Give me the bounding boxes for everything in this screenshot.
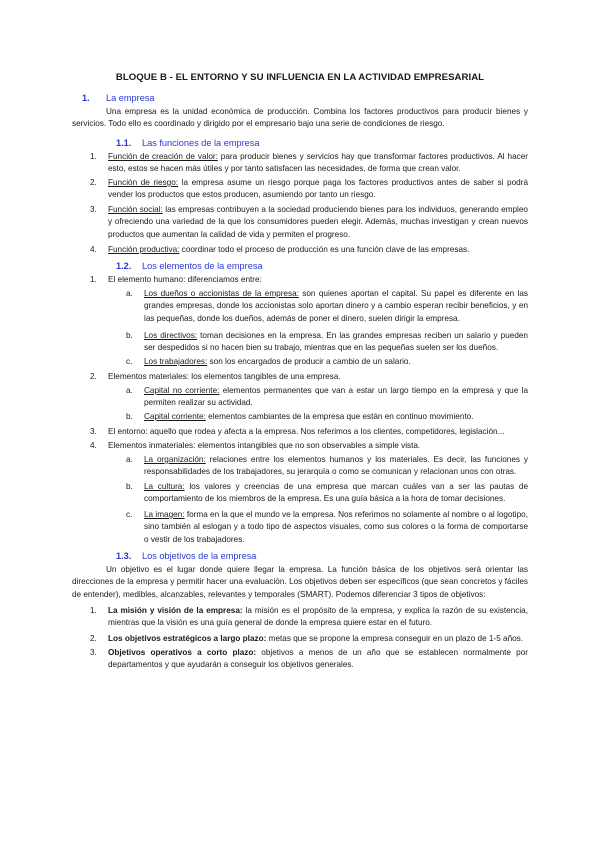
sub-list-item [126,411,528,423]
term: Función de riesgo: [108,178,179,187]
list-text: objetivos a menos de un año que se establecen normalmente por departamentos y que ayudarán a conseguir los objetivos generales. [108,648,528,670]
term: Los objetivos estratégicos a largo plazo: [108,634,267,643]
list-letter: b. [126,412,133,421]
list-text: El entorno: aquello que rodea y afecta a la empresa. Nos referimos a los clientes, competidores, legislación... [108,427,505,436]
list-number: 4. [90,245,97,254]
list-number: 3. [90,648,97,657]
list-text: la empresa asume un riesgo porque paga los factores productivos antes de saber si podrá vender los productos que estos producen, asumiendo por tanto un riesgo. [108,178,529,200]
list-letter: c. [126,510,133,519]
list-number: 1. [90,606,97,615]
list-text: son los encargados de producir a cambio de un salario. [207,357,411,366]
list-text: la misión es el propósito de la empresa, y explica la razón de su existencia, mientras que la visión es una guía general de donde la empresa quiere estar en el futuro. [108,606,529,628]
sub-list-item [126,509,528,546]
section-heading-1 [82,92,155,104]
section-number: 1.2. [116,261,132,271]
list-number: 3. [90,205,97,214]
list-number: 4. [90,441,97,450]
list-item [90,440,528,452]
term: La organización: [144,455,206,464]
list-text: coordinar todo el proceso de producción es una función clave de las empresas. [179,245,470,254]
list-letter: b. [126,482,133,491]
term: Objetivos operativos a corto plazo: [108,648,257,657]
section-label: Las funciones de la empresa [142,138,260,148]
list-text: los valores y creencias de una empresa que marcan cuáles van a ser las pautas de comportamiento de los miembros de la empresa. Es una guía básica a la hora de tomar decisiones. [144,482,528,504]
term: Los dueños o accionistas de la empresa: [144,289,299,298]
list-letter: a. [126,386,133,395]
sub-list-item [126,385,528,410]
list-text: forma en la que el mundo ve la empresa. Nos referimos no solamente al nombre o al logotipo, sino también al eslogan y a todo tipo de aspectos visuales, como sus colores o la forma de comportarse o vestir de los trabajadores. [144,510,528,544]
list-text: toman decisiones en la empresa. En las grandes empresas reciben un salario y pueden ser despedidos si no hacen bien su trabajo, mientras que en las pequeñas suelen ser los dueños. [144,331,528,353]
list-text: Elementos inmateriales: elementos intangibles que no son observables a simple vista. [108,441,421,450]
term: Función de creación de valor: [108,152,218,161]
list-number: 2. [90,634,97,643]
term: Capital corriente: [144,412,206,421]
list-letter: a. [126,455,133,464]
paragraph: Una empresa es la unidad económica de producción. Combina los factores productivos para producir bienes y servicios. Todo ello es coordinado y dirigido por el empresario bajo una serie de condiciones de riesgo. [72,107,528,129]
list-item [90,647,528,672]
list-number: 3. [90,427,97,436]
list-item [90,244,528,256]
section-heading-1-1 [116,137,259,149]
list-text: metas que se propone la empresa conseguir en un plazo de 1-5 años. [266,634,524,643]
section-heading-1-3 [116,550,256,562]
list-letter: c. [126,357,133,366]
sub-list-item [126,481,528,506]
list-item [90,426,528,438]
list-item [90,274,528,286]
section-number: 1.1. [116,138,132,148]
list-text: para producir bienes y servicios hay que transformar factores productivos. Al hacer esto, estos se hacen más útiles y por tanto satisfacen las necesidades, de forma que crean valor. [108,152,528,174]
section-label: Los elementos de la empresa [142,261,263,271]
paragraph: Un objetivo es el lugar donde quiere llegar la empresa. La función básica de los objetivos será orientar las direcciones de la empresa y permitir hacer una evaluación. Los objetivos deben ser específicos (que sean concretos y fáciles de entender), medibles, alcanzables, relevantes y temporales (SMART). Podemos diferenciar 3 tipos de objetivos: [72,565,528,599]
list-number: 2. [90,372,97,381]
list-item [90,204,528,241]
section-label: La empresa [106,93,155,103]
list-text: elementos permanentes que van a estar un largo tiempo en la empresa y que la permiten realizar su actividad. [144,386,528,408]
sub-list-item [126,356,528,368]
list-item [90,605,529,630]
list-item [90,633,528,645]
list-letter: a. [126,289,133,298]
list-text: las empresas contribuyen a la sociedad produciendo bienes para los individuos, generando empleo y ofreciendo una variedad de la que los consumidores pueden elegir. Además, muchas investigan y crean nuevos productos que aumentan la calidad de vida y permiten el progreso. [108,205,528,239]
term: Los trabajadores: [144,357,208,366]
list-item [90,151,528,176]
section-number: 1.3. [116,551,132,561]
term: La misión y visión de la empresa: [108,606,243,615]
list-text: Elementos materiales: los elementos tangibles de una empresa. [108,372,341,381]
list-number: 1. [90,275,97,284]
list-text: El elemento humano: diferenciamos entre: [108,275,262,284]
section-number: 1. [82,93,90,103]
term: La imagen: [144,510,185,519]
list-text: relaciones entre los elementos humanos y los materiales. Es decir, las funciones y responsabilidades de los trabajadores, su jerarquía o como se comunican y relacionan unos con otras. [144,455,528,477]
term: Capital no corriente: [144,386,220,395]
section-label: Los objetivos de la empresa [142,551,257,561]
section-heading-1-2 [116,260,263,272]
page-title: BLOQUE B - EL ENTORNO Y SU INFLUENCIA EN LA ACTIVIDAD EMPRESARIAL [115,72,485,83]
term: Función social: [108,205,163,214]
sub-list-item [126,330,528,355]
list-text: son quienes aportan el capital. Su papel es diferente en las grandes empresas, donde los accionistas solo aportan dinero y a cambio esperan recibir beneficios, y en las pequeñas, donde los dueños, además de poner el dinero, suelen dirigir la empresa. [144,289,528,323]
sub-list-item [126,288,528,325]
term: Los directivos: [144,331,198,340]
term: Función productiva: [108,245,180,254]
list-item [90,177,529,202]
list-number: 1. [90,152,97,161]
list-text: elementos cambiantes de la empresa que están en continuo movimiento. [205,412,474,421]
list-letter: b. [126,331,133,340]
list-item [90,371,528,383]
term: La cultura: [144,482,185,491]
list-number: 2. [90,178,97,187]
sub-list-item [126,454,528,479]
